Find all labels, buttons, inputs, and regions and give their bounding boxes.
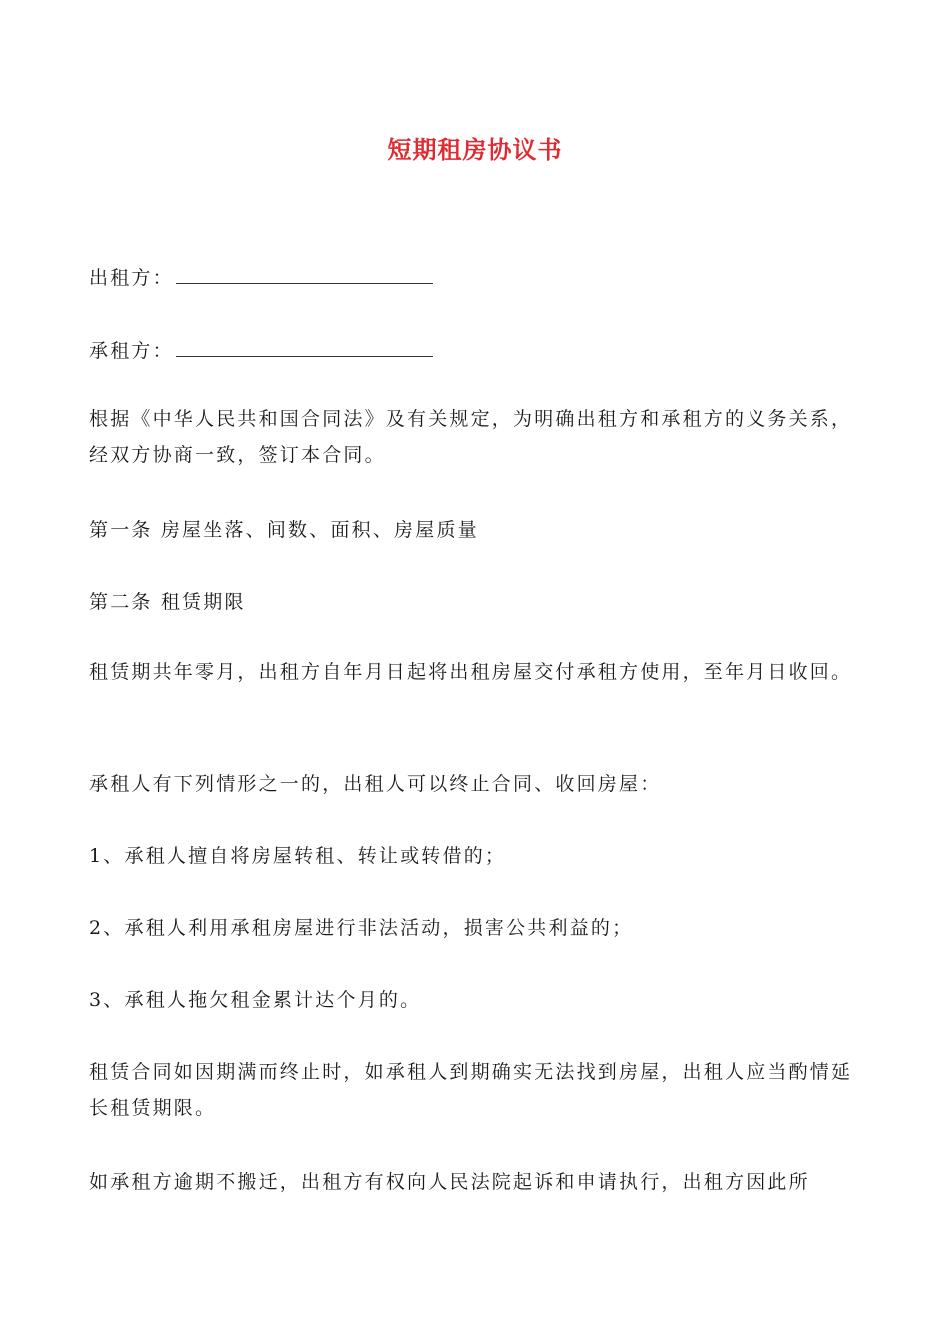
document-title: 短期租房协议书 <box>387 136 563 164</box>
article-two-heading: 第二条 租赁期限 <box>89 591 246 613</box>
lessee-blank <box>176 355 433 357</box>
lessee-line <box>89 333 864 369</box>
paragraph-preamble: 根据《中华人民共和国合同法》及有关规定，为明确出租方和承租方的义务关系，经双方协商一致，签订本合同。 <box>89 408 853 466</box>
list-item: 3、承租人拖欠租金累计达个月的。 <box>89 989 422 1011</box>
lessor-label: 出租方： <box>89 267 174 289</box>
paragraph-termination-intro: 承租人有下列情形之一的，出租人可以终止合同、收回房屋： <box>89 773 662 795</box>
lessor-line <box>89 260 864 296</box>
list-item: 2、承租人利用承租房屋进行非法活动，损害公共利益的； <box>89 917 634 939</box>
article-one-heading: 第一条 房屋坐落、间数、面积、房屋质量 <box>89 519 479 541</box>
paragraph-eviction: 如承租方逾期不搬迁，出租方有权向人民法院起诉和申请执行，出租方因此所 <box>89 1171 810 1193</box>
list-item: 1、承租人擅自将房屋转租、转让或转借的； <box>89 845 507 867</box>
lessor-blank <box>176 282 433 284</box>
lessee-label: 承租方： <box>89 340 174 362</box>
paragraph-term: 租赁期共年零月，出租方自年月日起将出租房屋交付承租方使用，至年月日收回。 <box>89 661 853 683</box>
paragraph-extension: 租赁合同如因期满而终止时，如承租人到期确实无法找到房屋，出租人应当酌情延长租赁期限。 <box>89 1061 853 1119</box>
